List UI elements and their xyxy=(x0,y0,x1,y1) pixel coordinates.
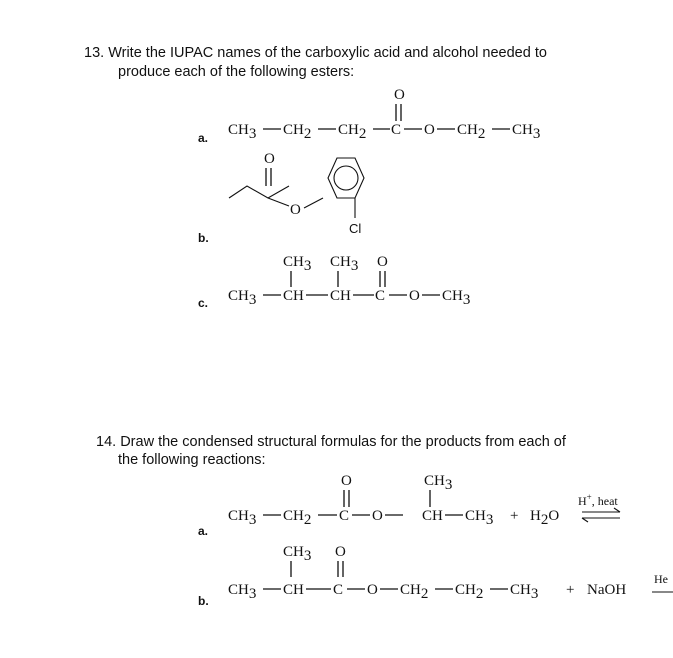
q13-label-c: c. xyxy=(198,296,209,310)
structure-13a xyxy=(228,87,540,142)
14b-naoh: NaOH xyxy=(587,582,627,598)
14b-ch3-start: CH3 xyxy=(228,582,257,602)
14b-carbon: C xyxy=(333,582,344,598)
13a-ester-o: O xyxy=(424,122,435,138)
13a-ch3-end: CH3 xyxy=(512,122,541,142)
13c-carbon: C xyxy=(375,288,386,304)
14a-ch3-start: CH3 xyxy=(228,508,257,528)
structure-13b xyxy=(229,151,364,236)
13a-ch3-start: CH3 xyxy=(228,122,257,142)
13b-chlorine: Cl xyxy=(349,221,362,236)
14b-carbonyl-o: O xyxy=(335,544,346,560)
14b-ch2-1: CH2 xyxy=(400,582,429,602)
14a-carbon: C xyxy=(339,508,350,524)
13b-bond-to-o xyxy=(268,198,289,206)
14a-ch2: CH2 xyxy=(283,508,312,528)
13b-chain-left xyxy=(229,186,289,198)
structure-13c xyxy=(228,254,470,308)
13c-ester-o: O xyxy=(409,288,420,304)
14a-ch: CH xyxy=(422,508,443,524)
14a-plus: + xyxy=(510,508,519,524)
13c-ch3-end: CH3 xyxy=(442,288,471,308)
13c-ch3-start: CH3 xyxy=(228,288,257,308)
14b-plus: + xyxy=(566,582,575,598)
13c-ch-1: CH xyxy=(283,288,304,304)
13b-ester-o: O xyxy=(290,202,301,218)
q14-line2: the following reactions: xyxy=(118,452,266,468)
13a-ch2-3: CH2 xyxy=(457,122,486,142)
14b-ch: CH xyxy=(283,582,304,598)
13c-carbonyl-o: O xyxy=(377,254,388,270)
13b-carbonyl-o: O xyxy=(264,151,275,167)
14a-condition: H+, heat xyxy=(578,492,618,508)
14b-condition: He xyxy=(654,572,668,586)
13c-ch-2: CH xyxy=(330,288,351,304)
q14-number: 14. xyxy=(96,434,117,450)
structure-14b xyxy=(228,544,673,602)
q14-line1-text: Draw the condensed structural formulas for the products from each of xyxy=(120,434,566,450)
13a-ch2-1: CH2 xyxy=(283,122,312,142)
14b-ch3-end: CH3 xyxy=(510,582,539,602)
13b-bond-o-ring xyxy=(304,198,323,208)
14a-water: H2O xyxy=(530,508,560,528)
structure-14a xyxy=(228,473,620,528)
13c-branch-ch3-1: CH3 xyxy=(283,254,312,274)
13a-carbonyl-o: O xyxy=(394,87,405,103)
q13-line2: produce each of the following esters: xyxy=(118,64,355,80)
14b-ch2-2: CH2 xyxy=(455,582,484,602)
q13-label-b: b. xyxy=(198,231,209,245)
14a-forward-head xyxy=(614,508,620,512)
q13-label-a: a. xyxy=(198,131,209,145)
13b-benzene-ring xyxy=(328,158,364,198)
14a-ch3-end: CH3 xyxy=(465,508,494,528)
q13-number: 13. xyxy=(84,45,105,61)
13a-ch2-2: CH2 xyxy=(338,122,367,142)
q14-label-b: b. xyxy=(198,594,209,608)
13c-branch-ch3-2: CH3 xyxy=(330,254,359,274)
14a-carbonyl-o: O xyxy=(341,473,352,489)
14b-branch-ch3: CH3 xyxy=(283,544,312,564)
14a-reverse-head xyxy=(582,518,588,522)
q14-label-a: a. xyxy=(198,524,209,538)
14a-ester-o: O xyxy=(372,508,383,524)
14b-ester-o: O xyxy=(367,582,378,598)
14a-branch-ch3: CH3 xyxy=(424,473,453,493)
q13-line1-text: Write the IUPAC names of the carboxylic acid and alcohol needed to xyxy=(108,45,547,61)
13a-carbon: C xyxy=(391,122,402,138)
13b-aromatic-circle xyxy=(334,166,358,190)
